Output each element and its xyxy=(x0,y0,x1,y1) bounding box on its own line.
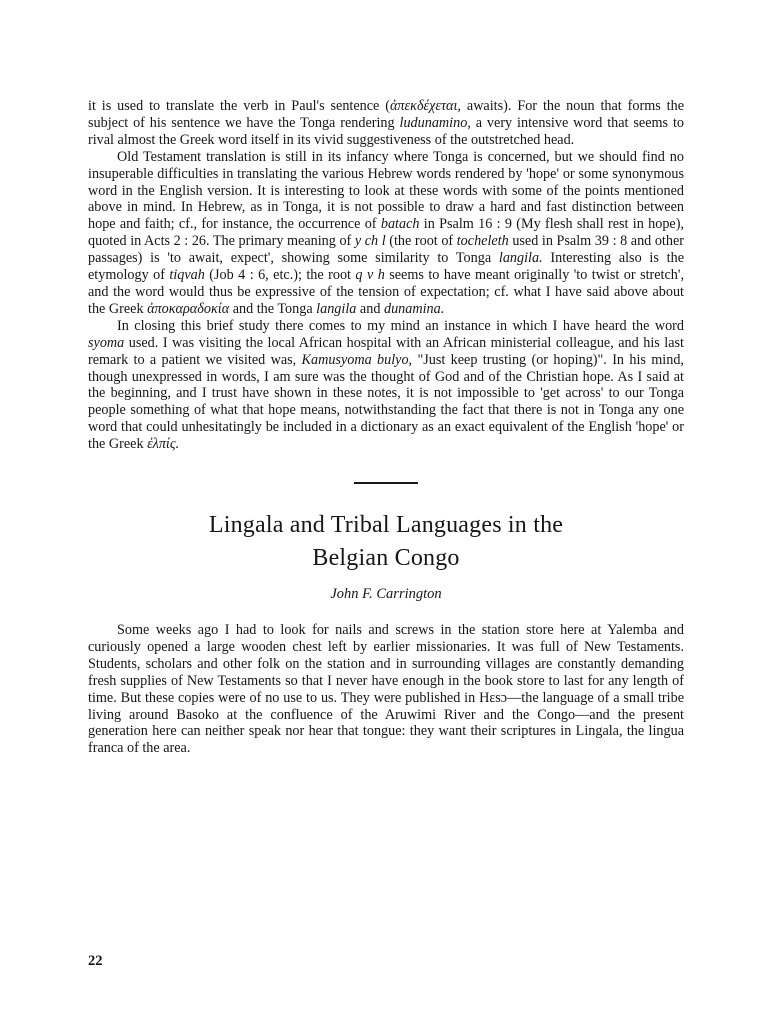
text-run: Interesting also is the etymology of xyxy=(88,250,684,284)
text-run: "Just keep trusting (or hoping)". In his mind, though unexpressed in words, I am sure was the thought of God and of the Christian hope. As I said at the beginning, and I trust have shown in these notes, it is not impossible to 'get across' to our Tonga people something of what that hope means, notwithstanding the fact that there is not in Tonga any one word that could unhesitatingly be included in a dictionary as an exact equivalent of the English 'hope' or the Greek xyxy=(88,351,684,453)
italic-term: ἐλπίς. xyxy=(147,436,180,453)
text-run: used. I was visiting the local African hospital with an African ministerial colleague, and his last remark to a patient we visited was, xyxy=(88,334,684,368)
text-run: used in Psalm 39 : 8 and other passages) is 'to await, expect', showing some similarity to Tonga xyxy=(88,233,684,267)
text-run: a very intensive word that seems to rival almost the Greek word itself in its vivid suggestiveness of the outstretched head. xyxy=(88,114,684,148)
text-run: (the root of xyxy=(385,233,457,250)
paragraph xyxy=(88,149,684,318)
italic-term: ludunamino, xyxy=(399,114,471,131)
article-title xyxy=(88,509,684,575)
text-run: In closing this brief study there comes to my mind an instance in which I have heard the word xyxy=(117,317,684,334)
paragraph xyxy=(88,318,684,453)
italic-term: ἀπεκδέχεται, xyxy=(389,98,461,114)
italic-term: y ch l xyxy=(354,233,386,250)
paragraph xyxy=(88,622,684,757)
italic-term: Kamusyoma bulyo, xyxy=(301,351,413,368)
italic-term: tiqvah xyxy=(169,267,205,284)
page-content xyxy=(88,98,684,757)
italic-term: q v h xyxy=(355,267,385,284)
italic-term: dunamina. xyxy=(383,300,445,317)
italic-term: langila. xyxy=(498,250,543,267)
italic-term: batach xyxy=(380,216,420,233)
page-number: 22 xyxy=(88,953,103,969)
text-run: and the Tonga xyxy=(229,300,317,317)
article-title-line-1: Lingala and Tribal Languages in the xyxy=(208,512,564,539)
section-divider xyxy=(354,482,418,484)
text-run: Some weeks ago I had to look for nails and screws in the station store here at Yalemba and curiously opened a large wooden chest left by earlier missionaries. It was full of New Testaments. Students, scholars and other folk on the station and in surrounding villages are constantly demanding fresh supplies of New Testaments so that I never have enough in the book store to last for any length of time. But these copies were of no use to us. They were published in Hɛsɔ—the language of a small tribe living around Basoko at the confluence of the Aruwimi River and the Congo—and the present generation here can neither speak nor hear that tongue: they want their scriptures in Lingala, the lingua franca of the area. xyxy=(88,622,684,757)
italic-term: ἀποκαραδοκία xyxy=(147,300,230,317)
text-run: and xyxy=(356,300,384,317)
article-title-line-2: Belgian Congo xyxy=(312,545,460,572)
italic-term: langila xyxy=(316,300,357,317)
text-run: it is used to translate the verb in Paul's sentence ( xyxy=(88,98,390,114)
paragraph xyxy=(88,98,684,149)
text-run: awaits). For the noun that forms the subject of his sentence we have the Tonga rendering xyxy=(88,98,684,131)
article-body xyxy=(88,622,684,757)
italic-term: syoma xyxy=(88,334,125,351)
italic-term: tocheleth xyxy=(456,233,509,250)
text-run: (Job 4 : 6, etc.); the root xyxy=(204,267,356,284)
text-run: in Psalm 16 : 9 (My flesh shall rest in hope), quoted in Acts 2 : 26. The primary meaning of xyxy=(88,216,684,250)
text-run: Old Testament translation is still in its infancy where Tonga is concerned, but we should find no insuperable difficulties in translating the various Hebrew words rendered by 'hope' or some synonymous word in the English version. It is interesting to look at these words with some of the points mentioned above in mind. In Hebrew, as in Tonga, it is not possible to draw a hard and fast distinction between hope and faith; cf., for instance, the occurrence of xyxy=(88,148,684,233)
text-run: seems to have meant originally 'to twist or stretch', and the word would thus be expressive of the tension of expectation; cf. what I have said above about the Greek xyxy=(88,267,684,317)
article-author: John F. Carrington xyxy=(330,586,442,603)
section-hope-study xyxy=(88,98,684,453)
